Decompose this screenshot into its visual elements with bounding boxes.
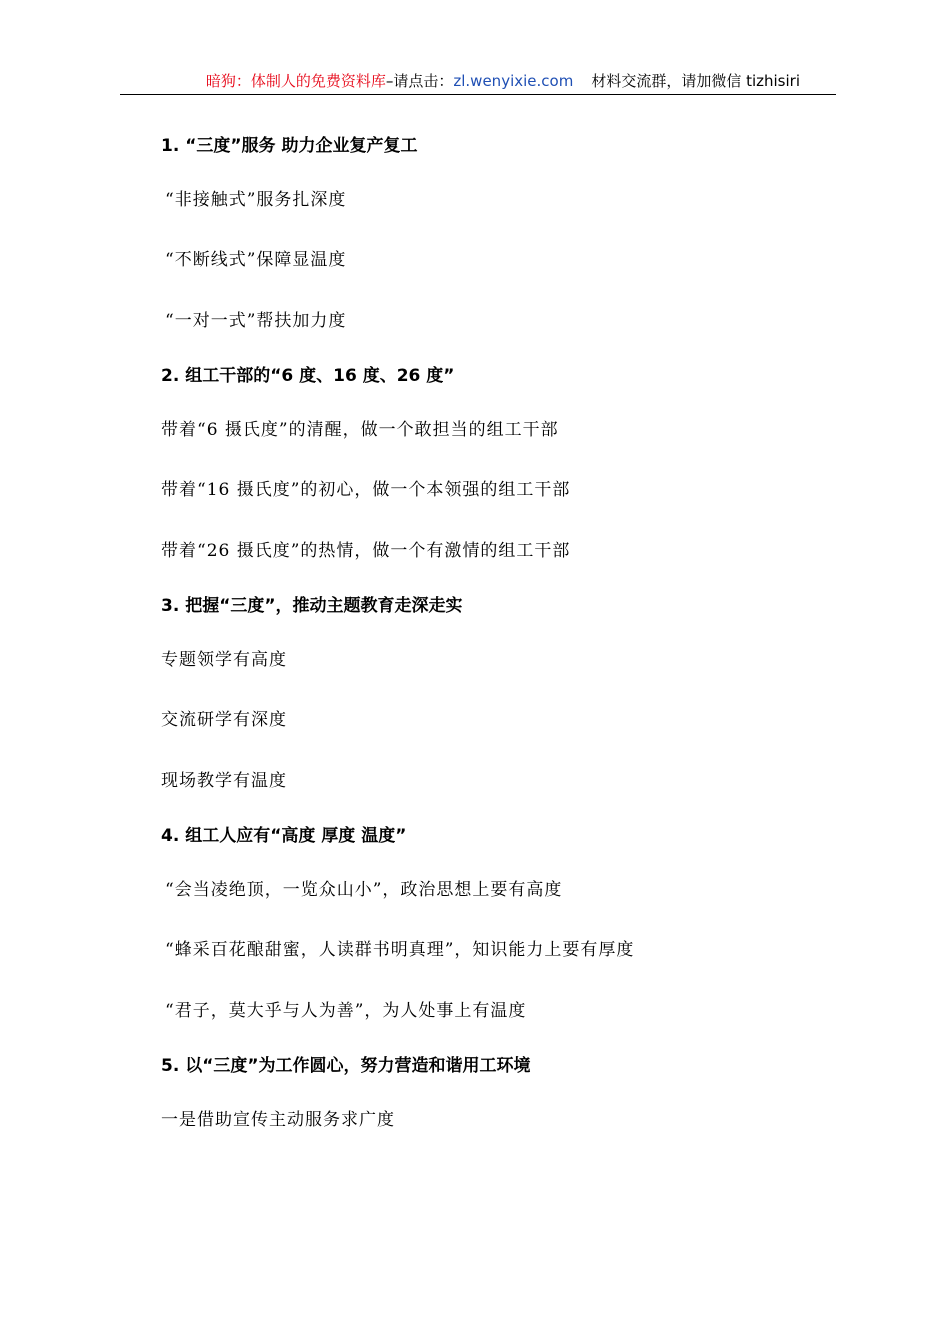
document-body [161,122,861,1150]
list-item: 带着“6 摄氏度”的清醒，做一个敢担当的组工干部 [161,420,559,440]
section-heading-3: 3. 把握“三度”，推动主题教育走深走实 [161,596,463,616]
section-heading-2: 2. 组工干部的“6 度、16 度、26 度” [161,366,455,386]
list-item: 一是借助宣传主动服务求广度 [161,1110,395,1130]
section-heading-1: 1. “三度”服务 助力企业复产复工 [161,136,418,156]
header-link[interactable]: zl.wenyixie.com [453,72,574,90]
list-item: 专题领学有高度 [161,650,287,670]
list-item: 交流研学有深度 [161,710,287,730]
header-click-prefix: –请点击： [385,72,454,90]
list-item: 带着“26 摄氏度”的热情，做一个有激情的组工干部 [161,541,571,561]
header-line [206,71,800,91]
page-header [120,68,836,95]
header-site-name: 暗狗：体制人的免费资料库 [205,72,386,90]
section-heading-5: 5. 以“三度”为工作圆心，努力营造和谐用工环境 [161,1056,531,1076]
list-item: “君子，莫大乎与人为善”，为人处事上有温度 [165,1001,527,1021]
list-item: 现场教学有温度 [161,771,287,791]
list-item: “不断线式”保障显温度 [165,250,347,270]
section-heading-4: 4. 组工人应有“高度 厚度 温度” [161,826,407,846]
list-item: “会当凌绝顶，一览众山小”，政治思想上要有高度 [165,880,563,900]
header-group-text: 材料交流群，请加微信 tizhisiri [591,72,800,90]
list-item: “一对一式”帮扶加力度 [165,311,347,331]
list-item: “蜂采百花酿甜蜜，人读群书明真理”，知识能力上要有厚度 [165,940,635,960]
list-item: 带着“16 摄氏度”的初心，做一个本领强的组工干部 [161,480,571,500]
list-item: “非接触式”服务扎深度 [165,190,347,210]
